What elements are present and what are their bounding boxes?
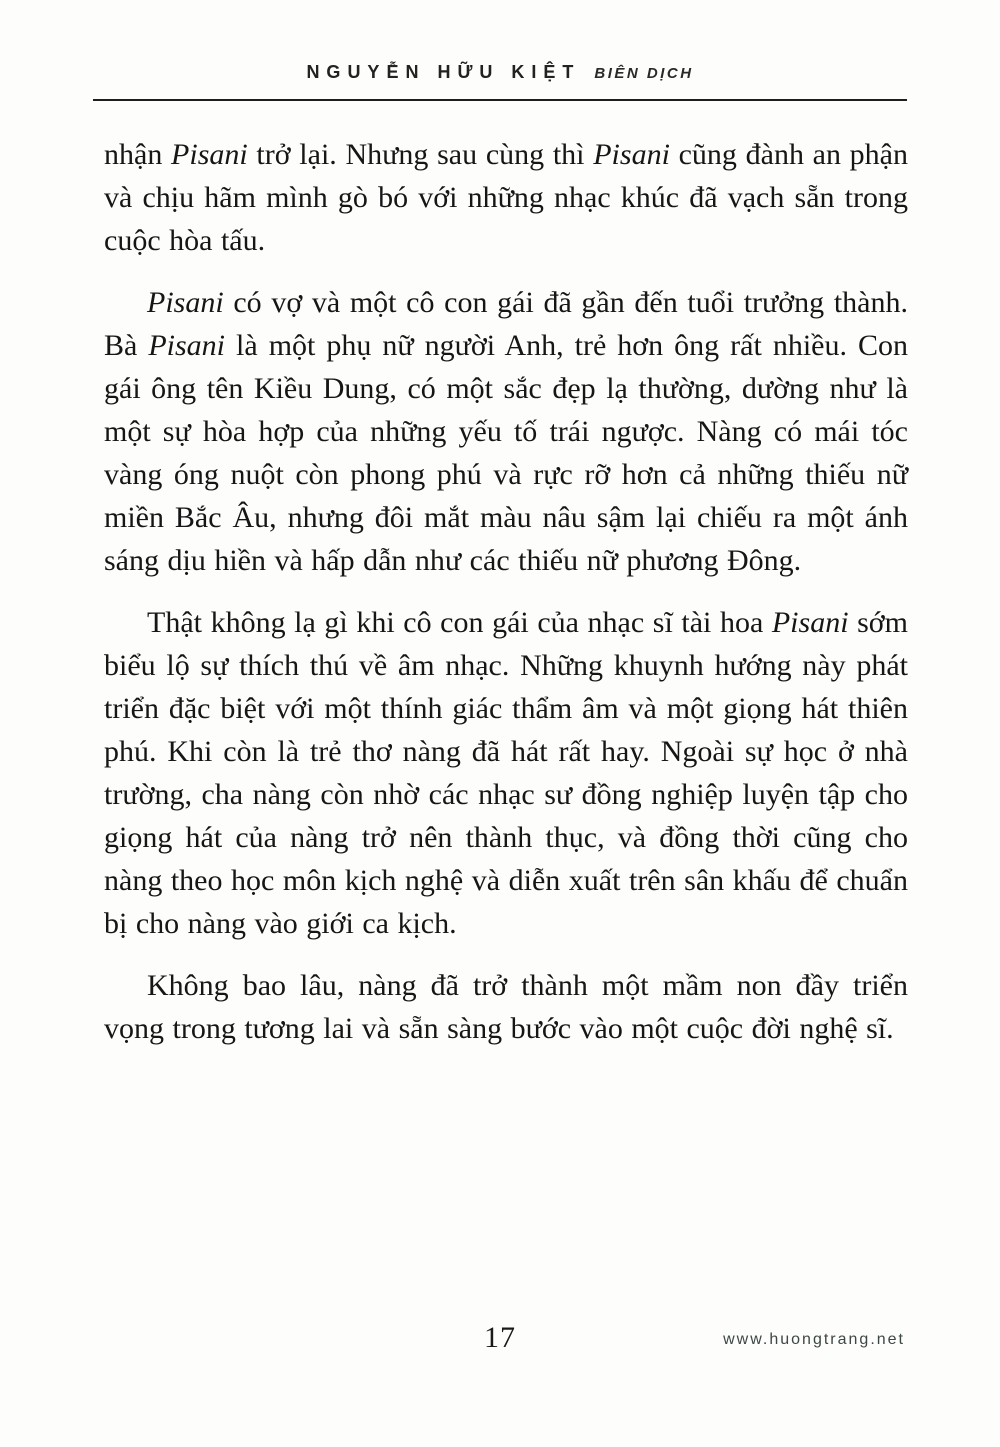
publisher-website: www.huongtrang.net [723, 1331, 905, 1348]
translator-name: NGUYỄN HỮU KIỆT [306, 62, 581, 82]
body-text [104, 133, 908, 1050]
paragraph: Pisani có vợ và một cô con gái đã gần đến tuổi trưởng thành. Bà Pisani là một phụ nữ người Anh, trẻ hơn ông rất nhiều. Con gái ông tên Kiều Dung, có một sắc đẹp lạ thường, dường như là một sự hòa hợp của những yếu tố trái ngược. Nàng có mái tóc vàng óng nuột còn phong phú và rực rỡ hơn cả những thiếu nữ miền Bắc Âu, nhưng đôi mắt màu nâu sậm lại chiếu ra một ánh sáng dịu hiền và hấp dẫn như các thiếu nữ phương Đông. [104, 286, 908, 577]
paragraph: Không bao lâu, nàng đã trở thành một mầm non đầy triển vọng trong tương lai và sẵn sàng bước vào một cuộc đời nghệ sĩ. [104, 969, 908, 1045]
page-number: 17 [484, 1321, 516, 1354]
header-divider [93, 99, 907, 101]
paragraph: nhận Pisani trở lại. Nhưng sau cùng thì Pisani cũng đành an phận và chịu hãm mình gò bó với những nhạc khúc đã vạch sẵn trong cuộc hòa tấu. [104, 138, 908, 257]
translator-role: BIÊN DỊCH [594, 65, 694, 82]
paragraph: Thật không lạ gì khi cô con gái của nhạc sĩ tài hoa Pisani sớm biểu lộ sự thích thú về âm nhạc. Những khuynh hướng này phát triển đặc biệt với một thính giác thẩm âm và một giọng hát thiên phú. Khi còn là trẻ thơ nàng đã hát rất hay. Ngoài sự học ở nhà trường, cha nàng còn nhờ các nhạc sư đồng nghiệp luyện tập cho giọng hát của nàng trở nên thành thục, và đồng thời cũng cho nàng theo học môn kịch nghệ và diễn xuất trên sân khấu để chuẩn bị cho nàng vào giới ca kịch. [104, 606, 908, 940]
running-head [95, 62, 905, 83]
